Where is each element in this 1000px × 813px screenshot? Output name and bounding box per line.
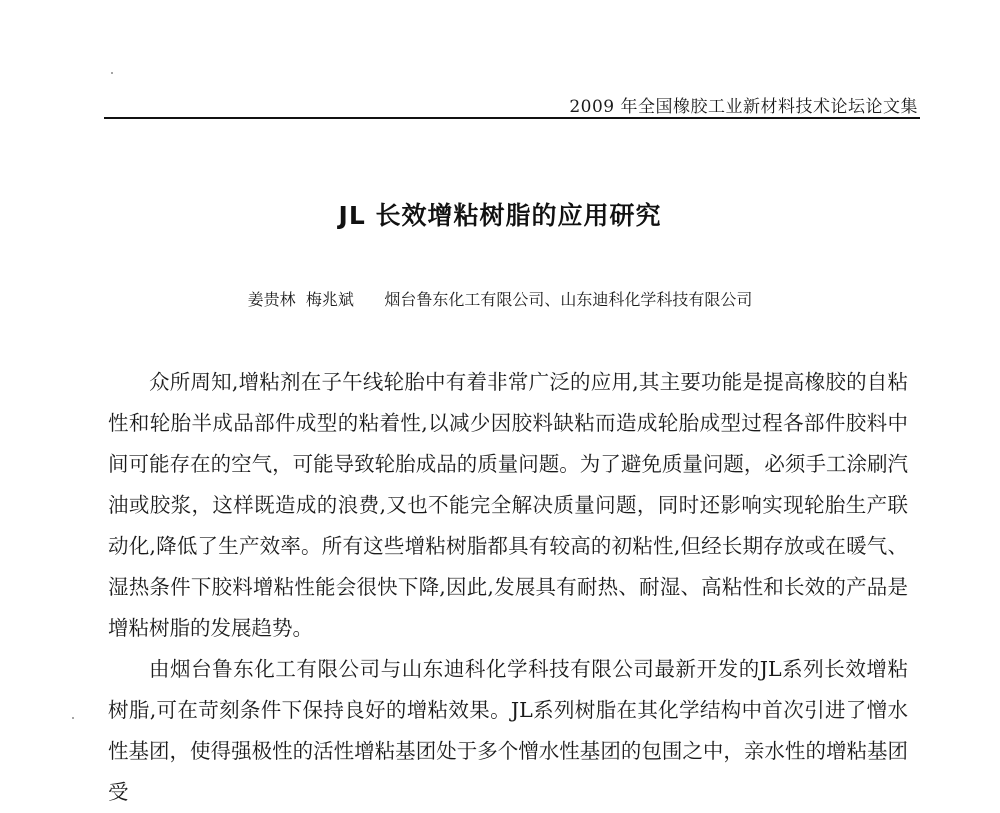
body-text: [108, 362, 908, 813]
affiliation: 烟台鲁东化工有限公司、山东迪科化学科技有限公司: [384, 290, 753, 309]
paragraph: 由烟台鲁东化工有限公司与山东迪科化学科技有限公司最新开发的JL系列长效增粘树脂,可在苛刻条件下保持良好的增粘效果。JL系列树脂在其化学结构中首次引进了憎水性基团，使得强极性的活性增粘基团处于多个憎水性基团的包围之中，亲水性的增粘基团受: [108, 657, 908, 804]
scan-speck: [72, 717, 74, 719]
running-header: 2009 年全国橡胶工业新材料技术论坛论文集: [569, 97, 918, 117]
authors: 姜贵林 梅兆斌: [247, 290, 354, 309]
paper-title: JL 长效增粘树脂的应用研究: [338, 201, 662, 230]
header-rule: [104, 117, 920, 119]
byline: [0, 287, 1000, 310]
paragraph: 众所周知,增粘剂在子午线轮胎中有着非常广泛的应用,其主要功能是提高橡胶的自粘性和轮胎半成品部件成型的粘着性,以减少因胶料缺粘而造成轮胎成型过程各部件胶料中间可能存在的空气，可能导致轮胎成品的质量问题。为了避免质量问题，必须手工涂刷汽油或胶浆，这样既造成的浪费,又也不能完全解决质量问题，同时还影响实现轮胎生产联动化,降低了生产效率。所有这些增粘树脂都具有较高的初粘性,但经长期存放或在暖气、湿热条件下胶料增粘性能会很快下降,因此,发展具有耐热、耐湿、高粘性和长效的产品是增粘树脂的发展趋势。: [108, 370, 908, 640]
scan-speck: [111, 72, 113, 74]
